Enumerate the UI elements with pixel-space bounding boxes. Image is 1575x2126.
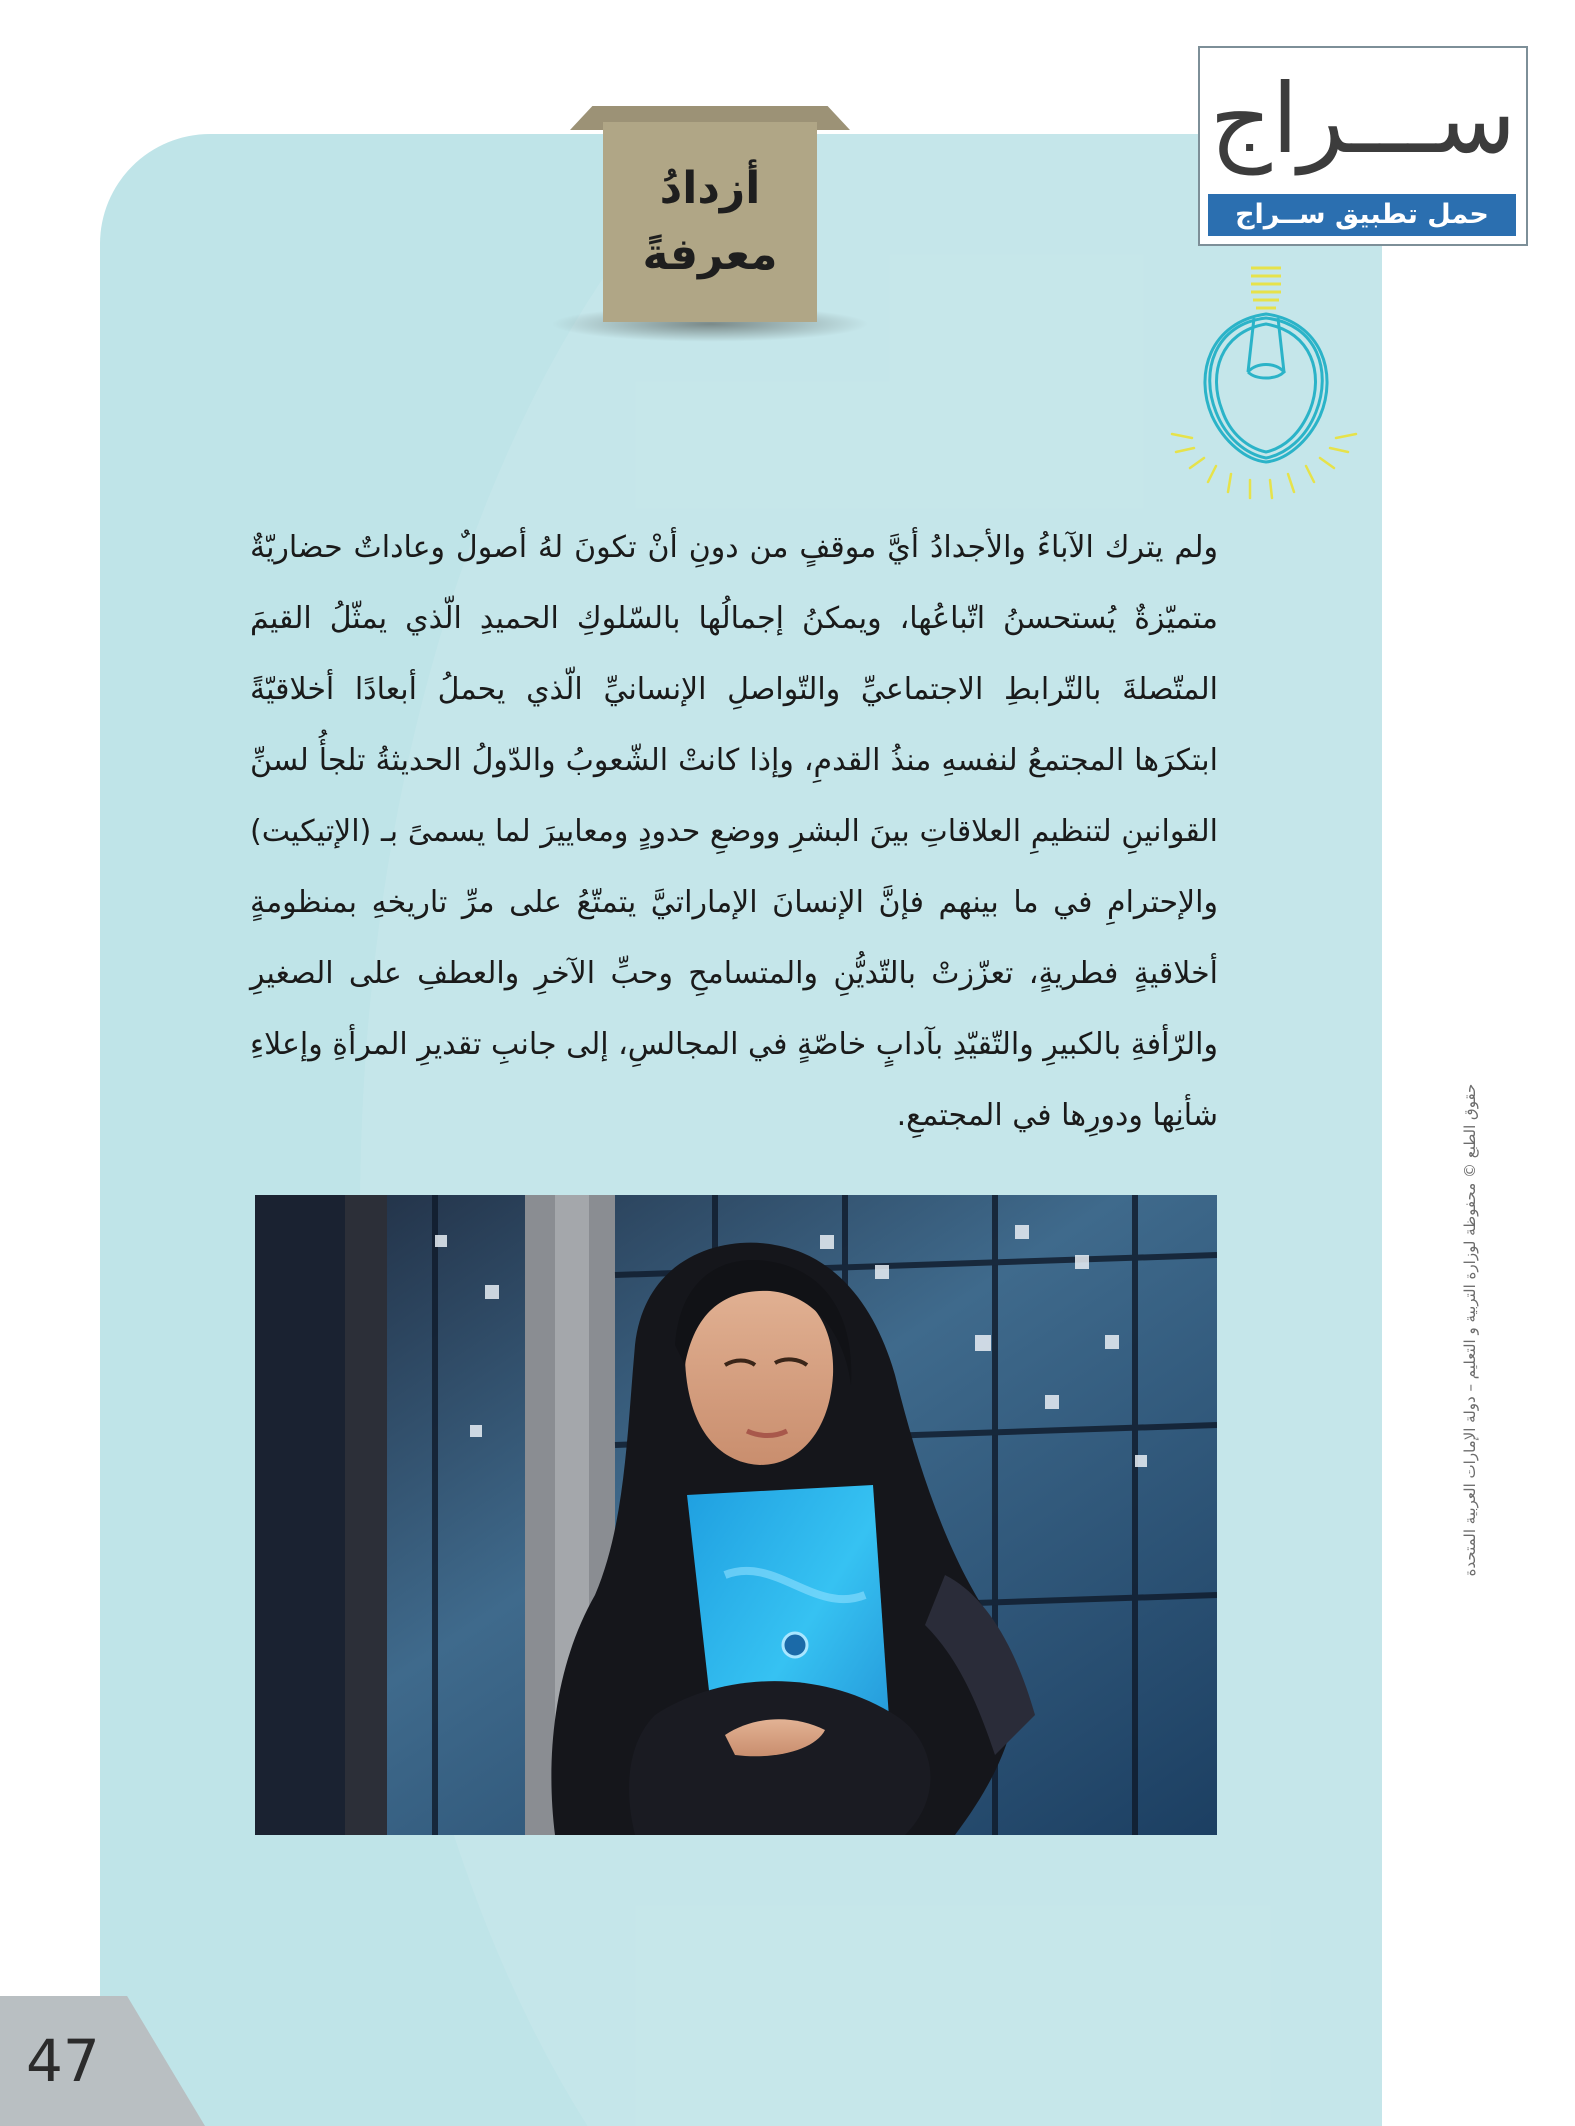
- section-tab: [550, 98, 870, 343]
- siraj-logo[interactable]: [1198, 46, 1528, 246]
- woman-holding-folder-image: [255, 1195, 1217, 1835]
- tab-title-line-1: أزدادُ: [659, 163, 761, 214]
- copyright-note: حقوق الطبع © محفوظة لوزارة التربية و التعليم – دولة الإمارات العربية المتحدة: [1461, 1083, 1479, 1577]
- tab-title-line-2: معرفةً: [642, 229, 778, 280]
- logo-tagline: حمل تطبيق ســراج: [1208, 194, 1516, 236]
- logo-wordmark: ســـراج: [1209, 63, 1517, 175]
- lightbulb-icon: [1168, 262, 1368, 512]
- body-paragraph: ولم يترك الآباءُ والأجدادُ أيَّ موقفٍ من دونِ أنْ تكونَ لهُ أصولٌ وعاداتٌ حضاريّةٌ متميّزةٌ يُستحسنُ اتّباعُها، ويمكنُ إجمالُها بالسّلوكِ الحميدِ الّذي يمثّلُ القيمَ المتّصلةَ بالتّرابطِ الاجتماعيِّ والتّواصلِ الإنسانيِّ الّذي يحملُ أبعادًا أخلاقيّةً ابتكرَها المجتمعُ لنفسهِ منذُ القدمِ، وإذا كانتْ الشّعوبُ والدّولُ الحديثةُ تلجأُ لسنِّ القوانينِ لتنظيمِ العلاقاتِ بينَ البشرِ ووضعِ حدودٍ ومعاييرَ لما يسمىً بـ (الإتيكيت) والإحترامِ في ما بينهم فإنَّ الإنسانَ الإماراتيَّ يتمتّعُ على مرِّ تاريخهِ بمنظومةٍ أخلاقيةٍ فطريةٍ، تعزّزتْ بالتّديُّنِ والمتسامحِ وحبِّ الآخرِ والعطفِ على الصغيرِ والرّأفةِ بالكبيرِ والتّقيّدِ بآدابٍ خاصّةٍ في المجالسِ، إلى جانبِ تقديرِ المرأةِ وإعلاءِ شأنِها ودورِها في المجتمعِ.: [250, 530, 1218, 1133]
- page-number: 47: [26, 2027, 100, 2095]
- tab-label-box: [603, 122, 817, 322]
